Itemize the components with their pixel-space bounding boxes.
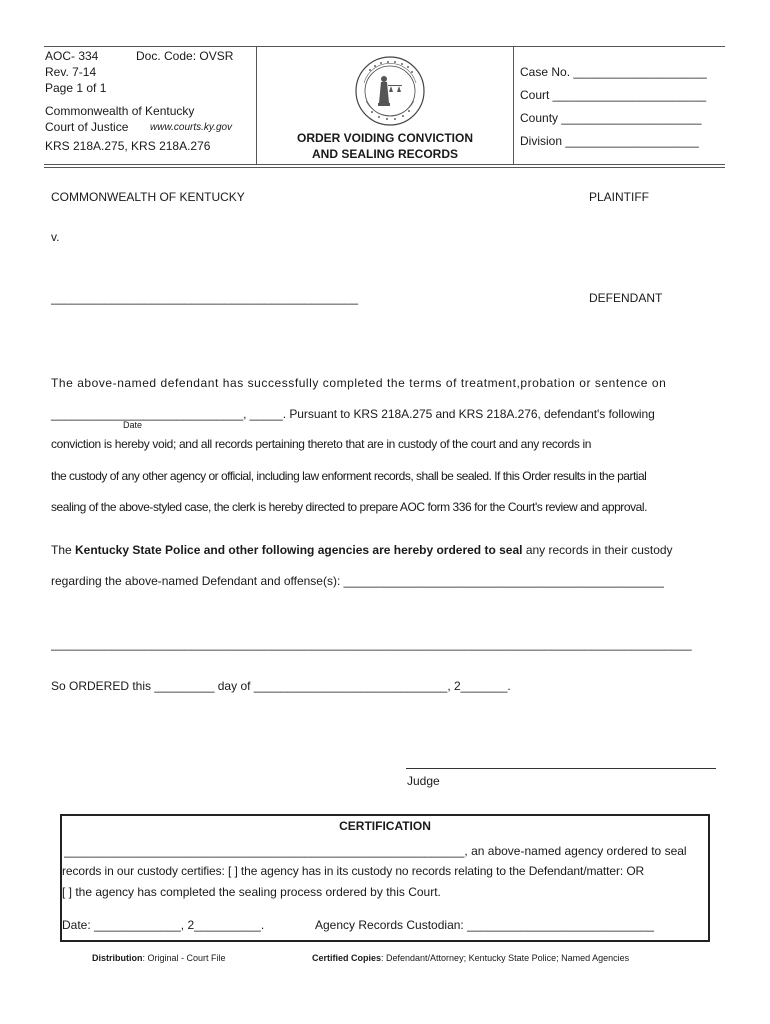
so-ordered-line[interactable]: So ORDERED this _________ day of _____________________________, 2_______. xyxy=(51,679,511,693)
body-line-1: The above-named defendant has successfully completed the terms of treatment,probation or sentence on xyxy=(51,376,667,390)
body-line-6-order: Kentucky State Police and other following agencies are hereby ordered to seal xyxy=(75,543,523,557)
case-number-field[interactable]: Case No. ____________________ xyxy=(520,65,707,79)
revision: Rev. 7-14 xyxy=(45,65,97,79)
header-bottom-rule-2 xyxy=(44,167,725,168)
header-top-rule xyxy=(44,46,725,47)
versus-label: v. xyxy=(51,230,60,244)
judge-label: Judge xyxy=(407,774,440,788)
offenses-field[interactable]: regarding the above-named Defendant and offense(s): ________________________________________________ xyxy=(51,574,664,588)
certification-title: CERTIFICATION xyxy=(339,819,431,833)
header-divider-right xyxy=(513,46,514,164)
page-count: Page 1 of 1 xyxy=(45,81,107,95)
website-link[interactable]: www.courts.ky.gov xyxy=(150,122,233,133)
offenses-field-continued[interactable]: ________________________________________________________________________________________________ xyxy=(51,637,692,651)
plaintiff-label: PLAINTIFF xyxy=(589,190,650,204)
header-bottom-rule xyxy=(44,164,725,165)
certification-line-2[interactable]: records in our custody certifies: [ ] the agency has in its custody no records relating to the Defendant/matter: OR xyxy=(62,864,645,878)
doc-code: Doc. Code: OVSR xyxy=(136,49,234,63)
distribution-value: : Original - Court File xyxy=(142,953,226,963)
court-seal xyxy=(354,55,426,127)
plaintiff-name: COMMONWEALTH OF KENTUCKY xyxy=(51,190,245,204)
court-field[interactable]: Court _______________________ xyxy=(520,88,707,102)
defendant-label: DEFENDANT xyxy=(589,291,663,305)
certification-date-field[interactable]: Date: _____________, 2__________. xyxy=(62,918,265,932)
body-line-6-prefix: The xyxy=(51,543,76,557)
body-line-5: sealing of the above-styled case, the clerk is hereby directed to prepare AOC form 336 for the Court's review and approval. xyxy=(51,500,647,514)
body-line-3: conviction is hereby void; and all records pertaining thereto that are in custody of the court and any records in xyxy=(51,437,592,451)
commonwealth-label: Commonwealth of Kentucky xyxy=(45,104,195,118)
certified-copies-label: Certified Copies xyxy=(312,953,382,963)
statutes: KRS 218A.275, KRS 218A.276 xyxy=(45,139,211,153)
judge-signature-line[interactable] xyxy=(406,768,716,769)
certification-line-3[interactable]: [ ] the agency has completed the sealing process ordered by this Court. xyxy=(62,885,441,899)
body-line-6 xyxy=(51,543,718,557)
body-line-6-suffix: any records in their custody xyxy=(522,543,673,557)
certified-copies-value: : Defendant/Attorney; Kentucky State Police; Named Agencies xyxy=(381,953,630,963)
records-custodian-field[interactable]: Agency Records Custodian: ____________________________ xyxy=(315,918,654,932)
defendant-name-field[interactable]: ______________________________________________ xyxy=(51,291,358,305)
body-line-2-date-field[interactable]: _____________________________, _____. Pursuant to KRS 218A.275 and KRS 218A.276, defendant's following xyxy=(51,407,655,421)
division-field[interactable]: Division ____________________ xyxy=(520,134,699,148)
certified-copies-note xyxy=(312,953,629,963)
date-caption: Date xyxy=(123,420,143,430)
form-number: AOC- 334 xyxy=(45,49,99,63)
form-title-line1: ORDER VOIDING CONVICTION xyxy=(296,131,473,145)
agency-name-field[interactable]: ____________________________________________________________, an above-named agency ordered to seal xyxy=(64,844,687,858)
distribution-label: Distribution xyxy=(92,953,143,963)
form-title-line2: AND SEALING RECORDS xyxy=(311,147,458,161)
county-field[interactable]: County _____________________ xyxy=(520,111,702,125)
distribution-note xyxy=(92,953,226,963)
court-of-justice-label: Court of Justice xyxy=(45,120,129,134)
body-line-4: the custody of any other agency or official, including law enforment records, shall be sealed. If this Order results in the partial xyxy=(51,469,647,483)
